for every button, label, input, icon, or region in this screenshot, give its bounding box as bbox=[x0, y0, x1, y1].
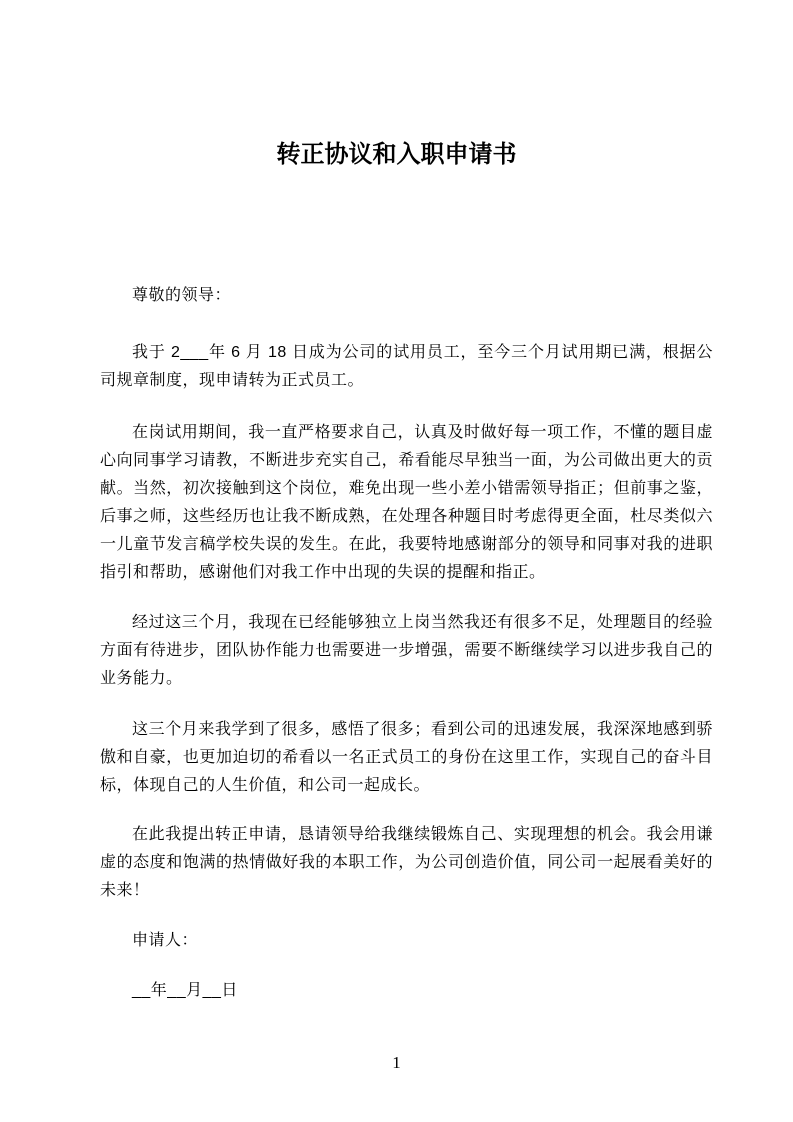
salutation: 尊敬的领导： bbox=[132, 287, 232, 304]
paragraph-4: 这三个月来我学到了很多，感悟了很多；看到公司的迅速发展，我深深地感到骄傲和自豪，也更加迫切的希看以一名正式员工的身份在这里工作，实现自己的奋斗目标，体现自己的人生价值，和公司一起成长。 bbox=[100, 721, 713, 794]
document-title: 转正协议和入职申请书 bbox=[276, 141, 517, 168]
letter-body bbox=[100, 0, 713, 1005]
paragraph-1: 我于 2___年 6 月 18 日成为公司的试用员工，至今三个月试用期已满，根据公司规章制度，现申请转为正式员工。 bbox=[100, 344, 713, 389]
paragraph-2: 在岗试用期间，我一直严格要求自己，认真及时做好每一项工作，不懂的题目虚心向同事学习请教，不断进步充实自己，希看能尽早独当一面，为公司做出更大的贡献。当然，初次接触到这个岗位，难免出现一些小差小错需领导指正；但前事之鉴，后事之师，这些经历也让我不断成熟，在处理各种题目时考虑得更全面，杜尽类似六一儿童节发言稿学校失误的发生。在此，我要特地感谢部分的领导和同事对我的进职指引和帮助，感谢他们对我工作中出现的失误的提醒和指正。 bbox=[100, 424, 713, 581]
page-number: 1 bbox=[392, 1053, 401, 1072]
date-line: __年__月__日 bbox=[132, 982, 238, 999]
paragraph-5: 在此我提出转正申请，恳请领导给我继续锻炼自己、实现理想的机会。我会用谦虚的态度和饱满的热情做好我的本职工作，为公司创造价值，同公司一起展看美好的未来！ bbox=[100, 826, 713, 899]
paragraph-3: 经过这三个月，我现在已经能够独立上岗当然我还有很多不足，处理题目的经验方面有待进步，团队协作能力也需要进一步增强，需要不断继续学习以进步我自己的业务能力。 bbox=[100, 614, 713, 687]
applicant-label: 申请人： bbox=[132, 932, 199, 949]
